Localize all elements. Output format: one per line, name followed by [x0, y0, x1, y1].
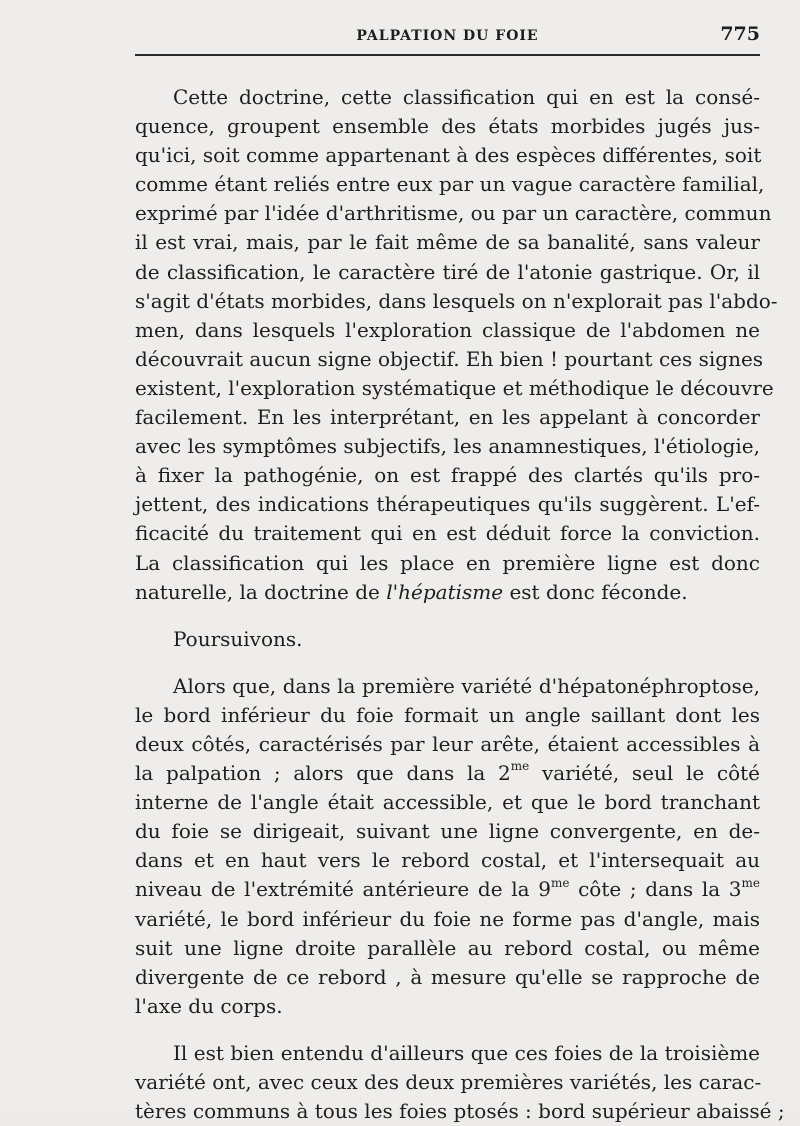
text-line: Alors que, dans la première variété d'hépatonéphroptose, [173, 673, 760, 698]
paragraph-gap [135, 654, 760, 672]
text-line: comme étant reliés entre eux par un vague caractère familial, [135, 172, 765, 197]
text-line: deux côtés, caractérisés par leur arête, étaient accessibles à [135, 731, 760, 756]
italic-term: l'hépatisme [386, 579, 504, 604]
paragraph-gap [135, 607, 760, 625]
text-line: l'axe du corps. [135, 993, 283, 1018]
text-fragment: côte ; dans la 3 [569, 877, 742, 902]
text-line: Il est bien entendu d'ailleurs que ces foies de la troisième [173, 1040, 760, 1065]
page-number: 775 [720, 23, 760, 45]
text-line: qu'ici, soit comme appartenant à des espèces différentes, soit [135, 143, 762, 168]
text-line: divergente de ce rebord , à mesure qu'elle se rapproche de [135, 964, 760, 989]
text-line: variété, le bord inférieur du foie ne forme pas d'angle, mais [135, 906, 760, 931]
superscript: me [510, 759, 530, 774]
text-line: men, dans lesquels l'exploration classique de l'abdomen ne [135, 317, 760, 342]
text-line: tères communs à tous les foies ptosés : bord supérieur abaissé ; [135, 1099, 785, 1124]
text-fragment: niveau de l'extrémité antérieure de la 9 [135, 877, 551, 902]
text-fragment: la palpation ; alors que dans la 2 [135, 761, 511, 786]
text-line: suit une ligne droite parallèle au rebord costal, ou même [135, 935, 760, 960]
running-title: PALPATION DU FOIE [356, 28, 539, 44]
text-line: avec les symptômes subjectifs, les anamnestiques, l'étiologie, [135, 434, 760, 459]
text-line: le bord inférieur du foie formait un angle saillant dont les [135, 702, 760, 727]
text-line: il est vrai, mais, par le fait même de sa banalité, sans valeur [135, 230, 760, 255]
superscript: me [550, 875, 570, 890]
paragraph-doctrine [135, 83, 778, 607]
paragraph-gap [135, 1021, 760, 1039]
text-line: jettent, des indications thérapeutiques qu'ils suggèrent. L'ef- [135, 492, 760, 517]
text-line: à fixer la pathogénie, on est frappé des clartés qu'ils pro- [135, 463, 760, 488]
text-line: variété ont, avec ceux des deux premières variétés, les carac- [135, 1070, 762, 1094]
text-line: de classification, le caractère tiré de l'atonie gastrique. Or, il [135, 259, 760, 284]
text-line: s'agit d'états morbides, dans lesquels on n'explorait pas l'abdo- [135, 288, 778, 313]
text-fragment: est donc féconde. [503, 579, 688, 604]
text-line [135, 875, 760, 904]
text-line: découvrait aucun signe objectif. Eh bien ! pourtant ces signes [135, 346, 764, 371]
text-line: facilement. En les interprétant, en les appelant à concorder [135, 405, 760, 430]
text-line: La classification qui les place en première ligne est donc [135, 550, 760, 575]
text-line: existent, l'exploration systématique et méthodique le découvre [135, 375, 774, 400]
text-line: Poursuivons. [173, 626, 303, 651]
text-line: quence, groupent ensemble des états morbides jugés jus- [135, 114, 760, 139]
superscript: me [741, 875, 761, 890]
text-fragment: naturelle, la doctrine de [135, 579, 387, 604]
body-text [135, 83, 785, 1126]
text-line: du foie se dirigeait, suivant une ligne convergente, en de- [135, 819, 760, 844]
text-line [135, 759, 760, 788]
paragraph-foies-ptoses [135, 1039, 785, 1126]
text-line [135, 578, 760, 607]
paragraph-poursuivons [135, 625, 760, 654]
text-line: exprimé par l'idée d'arthritisme, ou par un caractère, commun [135, 201, 772, 226]
page-header [135, 20, 760, 56]
text-line: Cette doctrine, cette classification qui en est la consé- [173, 85, 760, 109]
paragraph-varietes [135, 672, 760, 1021]
text-fragment: variété, seul le côté [529, 761, 761, 786]
text-line: interne de l'angle était accessible, et que le bord tranchant [135, 790, 760, 815]
text-line: dans et en haut vers le rebord costal, et l'intersequait au [135, 848, 760, 873]
text-line: ficacité du traitement qui en est déduit force la conviction. [135, 521, 760, 546]
